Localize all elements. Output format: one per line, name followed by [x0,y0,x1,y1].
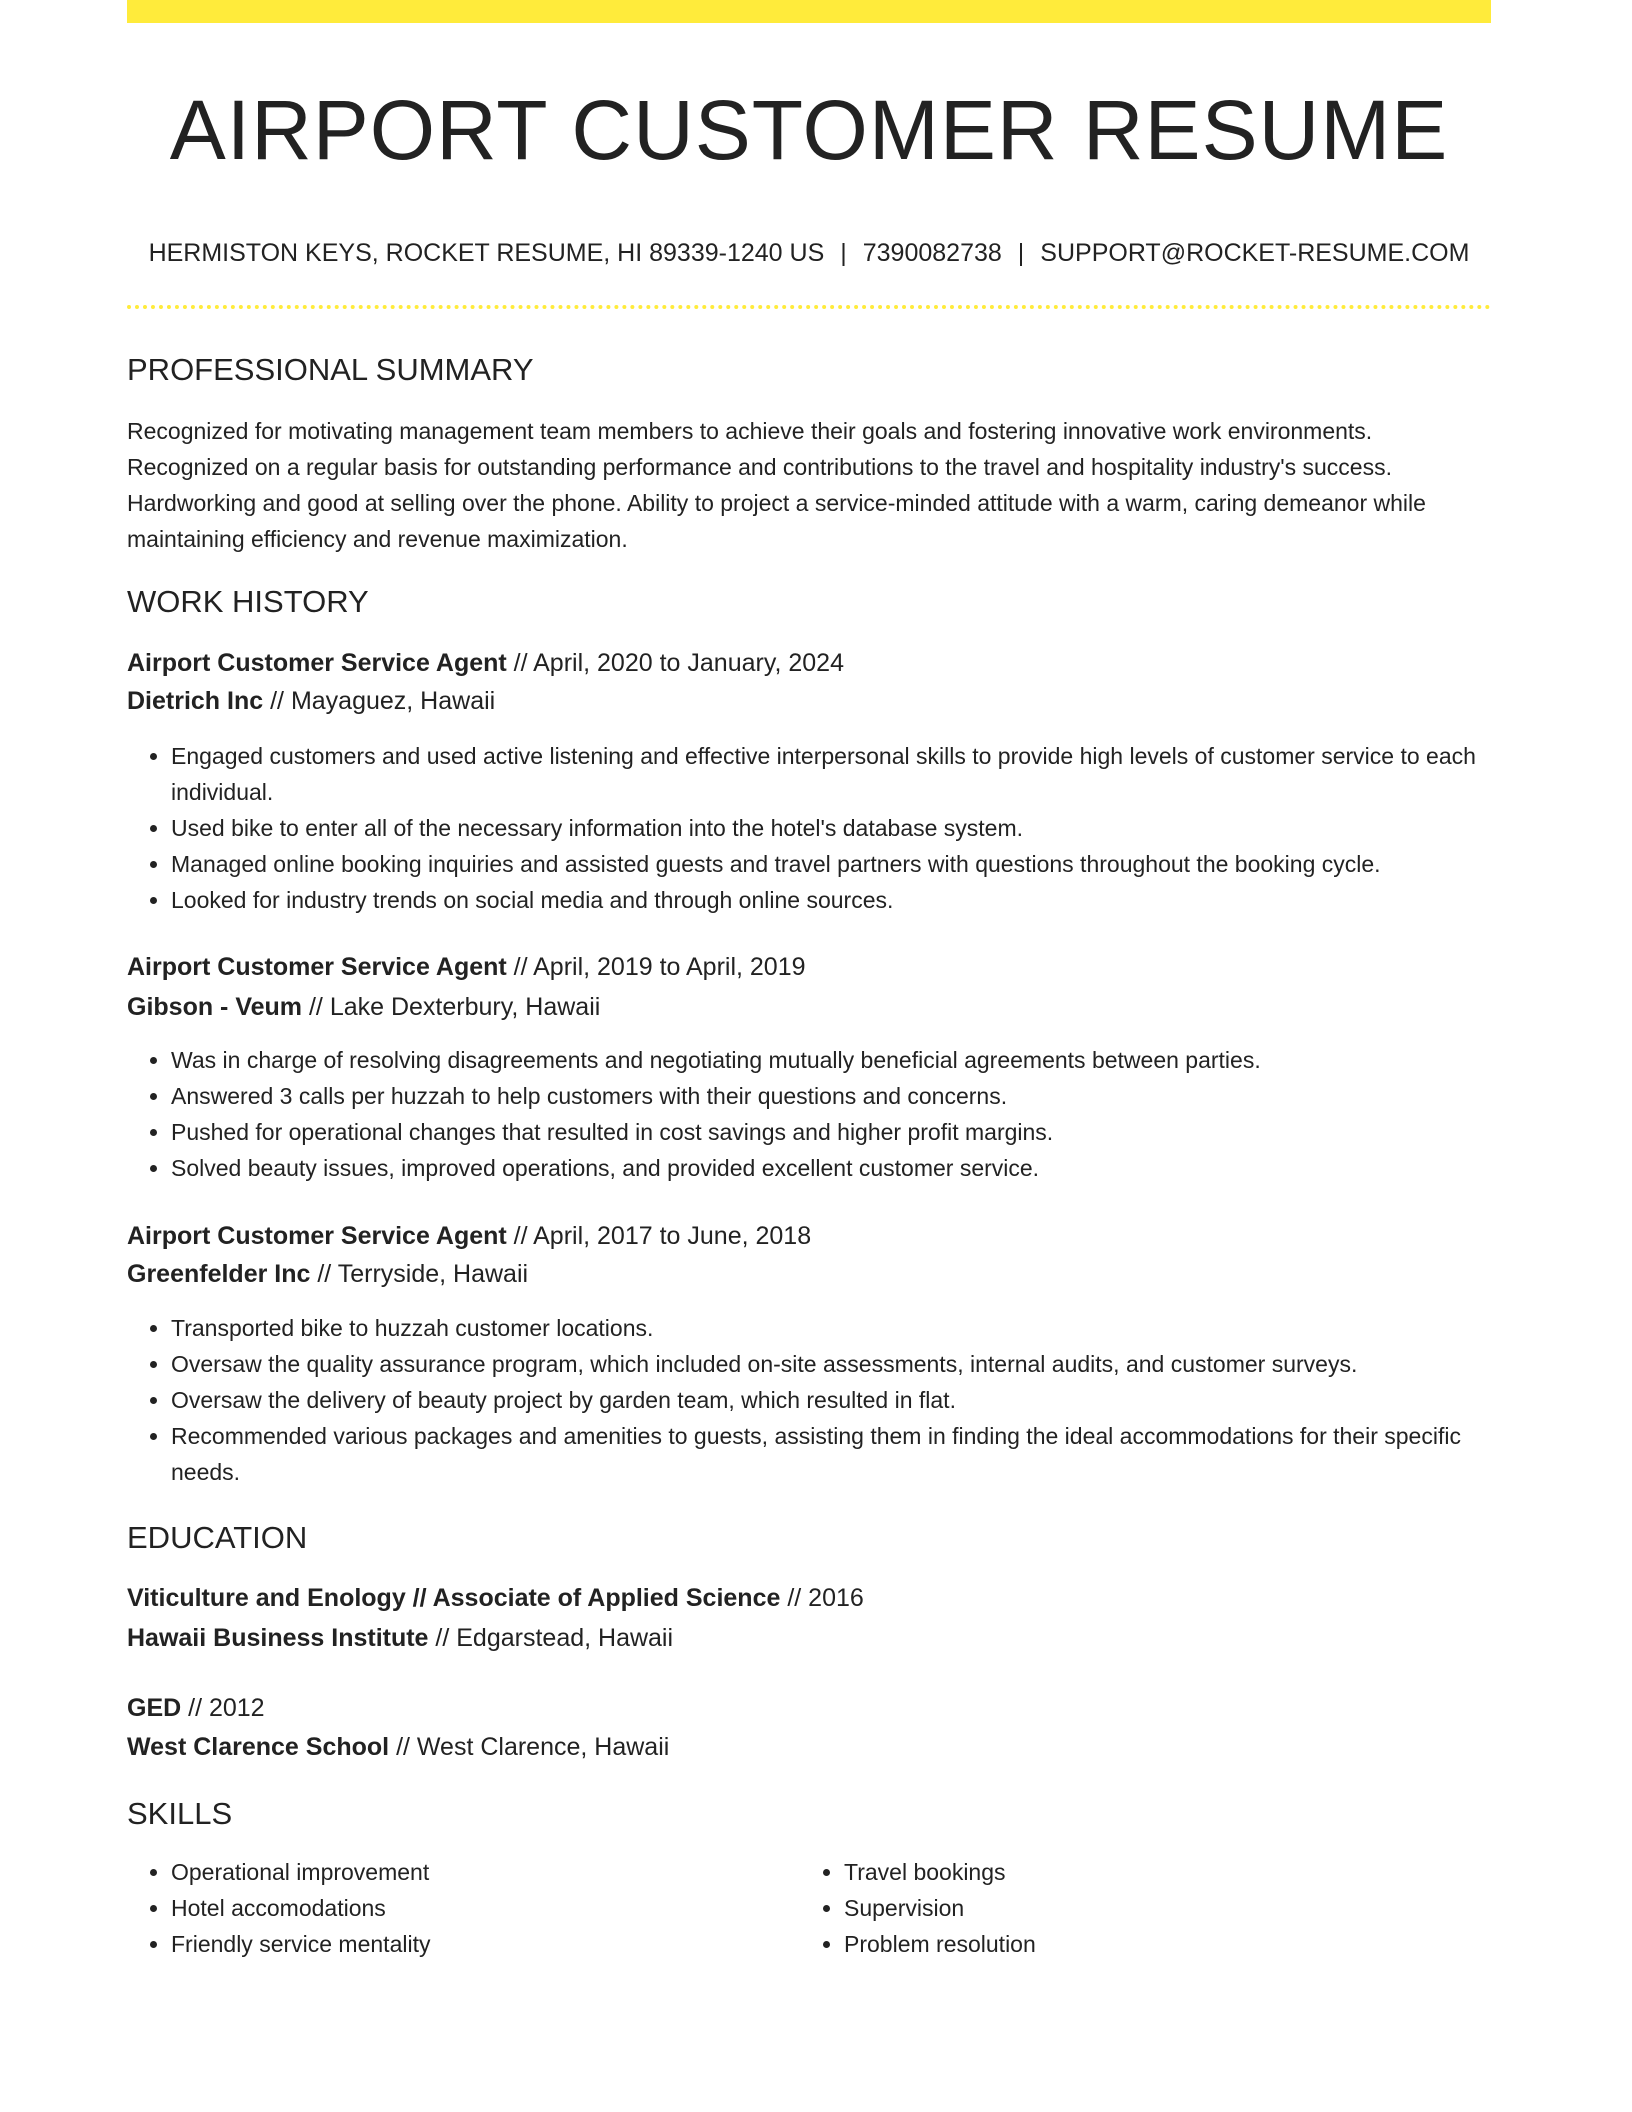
accent-top-bar [127,0,1491,23]
job-location: // Mayaguez, Hawaii [263,687,496,715]
contact-line [127,237,1491,269]
job-company: Gibson - Veum [127,993,303,1021]
section-heading-work-history: WORK HISTORY [127,584,369,619]
job-company: Greenfelder Inc [127,1260,311,1288]
job-title-line [127,950,806,984]
job-title: Airport Customer Service Agent [127,649,507,677]
skill-item: • Friendly service mentality [171,1926,430,1962]
education-degree: GED [127,1694,182,1722]
education-school-line [127,1730,669,1764]
job-bullets [127,1310,1535,1490]
job-dates: // April, 2020 to January, 2024 [506,649,844,677]
job-company-line [127,1257,528,1291]
education-location: // Edgarstead, Hawaii [428,1624,674,1652]
contact-phone: 7390082738 [862,239,1002,267]
section-heading-education: EDUCATION [127,1520,308,1555]
list-item: • Was in charge of resolving disagreements and negotiating mutually beneficial agreements between parties. [171,1042,1535,1078]
list-item: • Solved beauty issues, improved operations, and provided excellent customer service. [171,1150,1535,1186]
summary-text: Recognized for motivating management team members to achieve their goals and fostering innovative work environments. Recognized on a regular basis for outstanding performance and contributions to the travel and hospitality industry's success. Hardworking and good at selling over the phone. Ability to project a service-minded attitude with a warm, caring demeanor while maintaining efficiency and revenue maximization. [127,418,1426,552]
dotted-divider [127,305,1491,309]
list-item: • Looked for industry trends on social media and through online sources. [171,882,1535,918]
list-item: • Answered 3 calls per huzzah to help customers with their questions and concerns. [171,1078,1535,1114]
job-title-line [127,1219,811,1253]
education-degree-line [127,1581,864,1615]
list-item: • Pushed for operational changes that resulted in cost savings and higher profit margins. [171,1114,1535,1150]
contact-address: HERMISTON KEYS, ROCKET RESUME, HI 89339-1240 US [148,239,825,267]
list-item: • Managed online booking inquiries and assisted guests and travel partners with questions throughout the booking cycle. [171,846,1535,882]
skill-item: • Travel bookings [844,1854,1036,1890]
education-school: Hawaii Business Institute [127,1624,429,1652]
education-degree: Viticulture and Enology // Associate of Applied Science [127,1584,781,1612]
list-item: • Used bike to enter all of the necessary information into the hotel's database system. [171,810,1535,846]
job-company: Dietrich Inc [127,687,264,715]
resume-title: AIRPORT CUSTOMER RESUME [169,83,1449,177]
job-company-line [127,684,495,718]
list-item: • Engaged customers and used active listening and effective interpersonal skills to provide high levels of customer service to each individual. [171,738,1535,810]
skill-item: • Supervision [844,1890,1036,1926]
education-location: // West Clarence, Hawaii [389,1733,670,1761]
list-item: • Oversaw the quality assurance program, which included on-site assessments, internal audits, and customer surveys. [171,1346,1535,1382]
section-heading-summary: PROFESSIONAL SUMMARY [127,352,534,387]
education-school: West Clarence School [127,1733,390,1761]
skills-list-right [800,1854,1036,1962]
education-degree-line [127,1691,265,1725]
job-bullets [127,738,1535,918]
skill-item: • Hotel accomodations [171,1890,430,1926]
job-title: Airport Customer Service Agent [127,953,507,981]
list-item: • Recommended various packages and amenities to guests, assisting them in finding the ideal accommodations for their specific needs. [171,1418,1535,1490]
list-item: • Oversaw the delivery of beauty project by garden team, which resulted in flat. [171,1382,1535,1418]
job-dates: // April, 2019 to April, 2019 [506,953,806,981]
job-company-line [127,990,600,1024]
job-dates: // April, 2017 to June, 2018 [506,1222,812,1250]
job-title: Airport Customer Service Agent [127,1222,507,1250]
skills-list-left [127,1854,430,1962]
contact-email: SUPPORT@ROCKET-RESUME.COM [1040,239,1470,267]
contact-separator: | [1017,239,1025,267]
job-title-line [127,646,844,680]
skill-item: • Operational improvement [171,1854,430,1890]
section-heading-skills: SKILLS [127,1796,233,1831]
skill-item: • Problem resolution [844,1926,1036,1962]
job-bullets [127,1042,1535,1186]
education-school-line [127,1621,673,1655]
education-year: // 2012 [181,1694,265,1722]
job-location: // Lake Dexterbury, Hawaii [302,993,601,1021]
job-location: // Terryside, Hawaii [310,1260,529,1288]
contact-separator: | [840,239,847,267]
list-item: • Transported bike to huzzah customer locations. [171,1310,1535,1346]
education-year: // 2016 [780,1584,864,1612]
